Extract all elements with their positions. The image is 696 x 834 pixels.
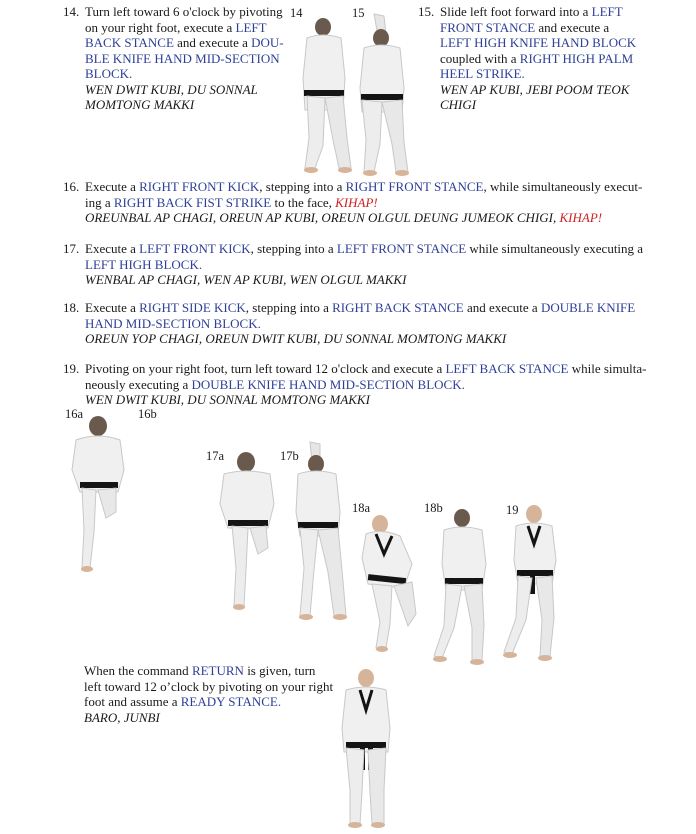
highlight-term: RIGHT FRONT STANCE	[345, 179, 484, 194]
text-run: left toward 12 o’clock by pivoting on your right	[84, 678, 334, 694]
step-text	[63, 179, 693, 210]
step-korean	[63, 272, 693, 288]
figure-photo-15	[352, 12, 412, 178]
text-run: Slide left foot forward into a	[440, 4, 592, 19]
text-line	[85, 361, 693, 377]
text-run: on your right foot, execute a	[85, 19, 236, 35]
figure-label-18b: 18b	[424, 501, 443, 515]
figure-photo-18a	[356, 514, 420, 654]
text-run: When the command	[84, 663, 192, 678]
kihap-text: KIHAP!	[559, 210, 603, 225]
text-run: , stepping into a	[245, 300, 333, 315]
step-text	[63, 4, 293, 82]
figure-photo-18b	[432, 508, 492, 668]
highlight-term: HEEL STRIKE.	[440, 66, 525, 81]
figure-label-16b: 16b	[138, 407, 157, 421]
highlight-term: LEFT	[235, 19, 267, 35]
text-run: Pivoting on your right foot, turn left toward 12 o'clock and execute a	[85, 361, 446, 376]
text-line	[85, 179, 693, 195]
step-18	[63, 300, 693, 347]
text-run: Turn left toward 6 o'clock by pivoting	[85, 4, 283, 19]
step-korean	[63, 82, 293, 113]
highlight-term: LEFT FRONT STANCE	[336, 241, 467, 256]
highlight-term: BLE KNIFE HAND MID-SECTION	[85, 50, 280, 66]
text-line	[84, 694, 354, 710]
text-run: , stepping into a	[259, 179, 346, 194]
figure-label-17a: 17a	[206, 449, 225, 463]
text-line	[85, 257, 693, 273]
text-line	[440, 66, 688, 82]
text-run: Execute a	[85, 179, 140, 194]
text-line	[85, 66, 293, 82]
text-run: is given, turn	[243, 663, 316, 678]
text-run: , stepping into a	[250, 241, 337, 256]
text-run: to the face,	[271, 194, 336, 210]
text-run: and execute a	[535, 19, 610, 35]
text-line	[84, 679, 354, 695]
step-number: 15.	[418, 4, 435, 19]
highlight-term: FRONT STANCE	[440, 19, 536, 35]
highlight-term: RETURN	[191, 663, 244, 678]
highlight-term: RIGHT HIGH PALM	[519, 50, 634, 66]
text-line	[85, 35, 293, 51]
text-line: CHIGI	[440, 97, 477, 112]
highlight-term: RIGHT BACK STANCE	[332, 300, 464, 315]
text-line	[85, 20, 293, 36]
text-line	[440, 4, 688, 20]
figure-photo-17b	[290, 440, 350, 624]
highlight-term: LEFT FRONT KICK	[139, 241, 251, 256]
highlight-term: RIGHT BACK FIST STRIKE	[113, 194, 272, 210]
figure-photo-ready-stance	[338, 668, 394, 830]
figure-label-16a: 16a	[65, 407, 84, 421]
text-run: Execute a	[85, 241, 140, 256]
highlight-term: DOU-	[251, 35, 284, 50]
text-run: and execute a	[463, 300, 541, 315]
kihap-text: KIHAP!	[335, 194, 378, 210]
figure-label-18a: 18a	[352, 501, 371, 515]
return-note	[84, 663, 354, 725]
highlight-term: HAND MID-SECTION BLOCK.	[85, 315, 261, 331]
text-line: WEN AP KUBI, JEBI POOM TEOK	[440, 81, 630, 97]
text-line: MOMTONG MAKKI	[85, 97, 195, 112]
text-line	[85, 51, 293, 67]
text-line	[85, 4, 293, 20]
step-text	[63, 300, 693, 331]
step-text	[63, 361, 693, 392]
highlight-term: BLOCK.	[85, 66, 133, 81]
highlight-term: DOUBLE KNIFE	[540, 300, 636, 315]
figure-photo-17a	[216, 452, 278, 612]
text-line	[84, 663, 354, 679]
highlight-term: LEFT BACK STANCE	[445, 361, 569, 376]
text-run: coupled with a	[440, 50, 520, 66]
text-line	[440, 51, 688, 67]
text-line	[85, 241, 693, 257]
return-text	[84, 663, 354, 710]
figure-label-14: 14	[290, 6, 303, 20]
text-line: WEN DWIT KUBI, DU SONNAL MOMTONG MAKKI	[85, 392, 370, 407]
highlight-term: RIGHT SIDE KICK	[139, 300, 246, 315]
text-line: BARO, JUNBI	[84, 709, 160, 725]
text-line	[440, 35, 688, 51]
text-line	[85, 300, 693, 316]
text-run: while simultaneously executing a	[466, 241, 644, 256]
step-korean	[63, 392, 693, 408]
highlight-term: LEFT HIGH BLOCK.	[85, 256, 203, 272]
text-run: foot and assume a	[84, 694, 181, 709]
step-korean	[63, 210, 693, 226]
text-run: OREUNBAL AP CHAGI, OREUN AP KUBI, OREUN OLGUL DEUNG JUMEOK CHIGI,	[85, 210, 560, 225]
text-run: Execute a	[85, 300, 140, 315]
figure-photo-14	[293, 18, 355, 176]
step-14	[63, 4, 293, 113]
step-number: 14.	[63, 4, 80, 19]
text-line	[85, 316, 693, 332]
step-text	[418, 4, 688, 82]
text-run: , while simultaneously execut-	[483, 179, 643, 194]
step-korean	[63, 331, 693, 347]
figure-label-15: 15	[352, 6, 365, 20]
text-run: and execute a	[173, 35, 252, 50]
text-line: WENBAL AP CHAGI, WEN AP KUBI, WEN OLGUL MAKKI	[85, 272, 407, 287]
highlight-term: DOUBLE KNIFE HAND MID-SECTION BLOCK.	[191, 376, 465, 392]
highlight-term: BACK STANCE	[85, 35, 174, 50]
text-run: ing a	[85, 194, 114, 210]
text-line	[440, 20, 688, 36]
figure-photo-19	[504, 504, 562, 664]
step-19	[63, 361, 693, 408]
text-line: OREUN YOP CHAGI, OREUN DWIT KUBI, DU SONNAL MOMTONG MAKKI	[85, 331, 507, 346]
text-line	[85, 195, 693, 211]
step-korean	[418, 82, 688, 113]
highlight-term: LEFT HIGH KNIFE HAND BLOCK	[440, 35, 637, 50]
figure-photo-16	[66, 412, 128, 574]
highlight-term: RIGHT FRONT KICK	[139, 179, 260, 194]
figure-label-17b: 17b	[280, 449, 299, 463]
step-17	[63, 241, 693, 288]
text-line	[85, 377, 693, 393]
highlight-term: LEFT	[591, 4, 623, 19]
text-line	[85, 210, 693, 226]
text-run: while simulta-	[568, 361, 647, 376]
figure-label-19: 19	[506, 503, 519, 517]
step-number: 16.	[63, 179, 80, 194]
step-16	[63, 179, 693, 226]
step-number: 19.	[63, 361, 80, 376]
text-line: WEN DWIT KUBI, DU SONNAL	[85, 81, 258, 97]
highlight-term: READY STANCE.	[180, 694, 282, 709]
step-number: 17.	[63, 241, 80, 256]
text-run: neously executing a	[85, 376, 192, 392]
step-15	[418, 4, 688, 113]
return-korean	[84, 710, 354, 726]
step-number: 18.	[63, 300, 80, 315]
step-text	[63, 241, 693, 272]
